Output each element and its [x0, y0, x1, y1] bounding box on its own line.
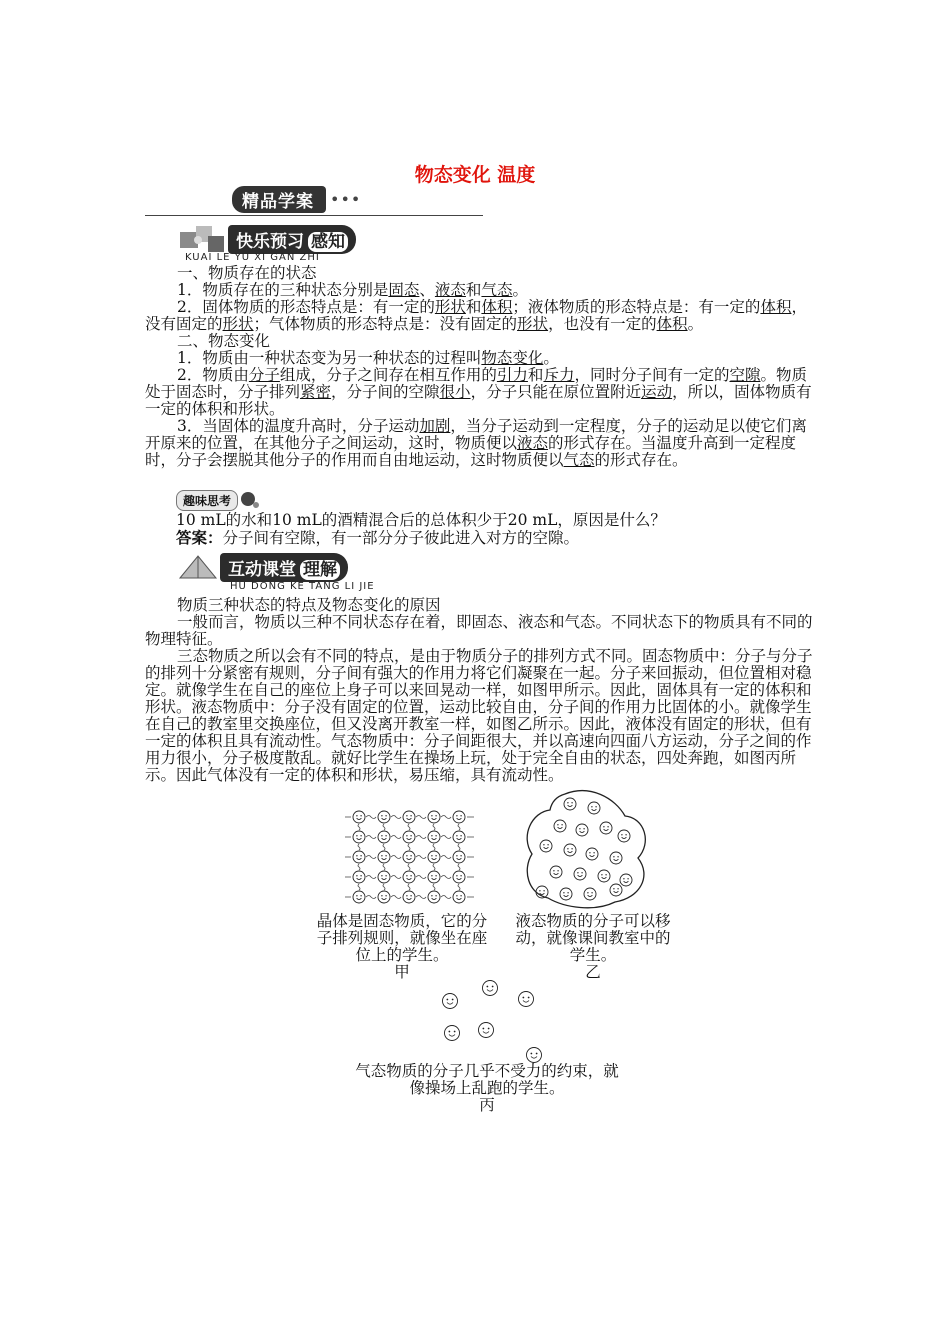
molecule-icon [453, 871, 465, 883]
topic-heading: 物质三种状态的特点及物态变化的原因 [177, 596, 441, 614]
molecule-icon [554, 820, 566, 832]
molecule-icon [378, 891, 390, 903]
book-icon [176, 552, 220, 582]
molecule-icon [428, 811, 440, 823]
molecule-icon [620, 874, 632, 886]
molecule-icon [403, 851, 415, 863]
banner-label: 精品学案 [232, 186, 326, 213]
molecule-icon [479, 1023, 494, 1038]
molecule-icon [453, 891, 465, 903]
molecule-icon [403, 831, 415, 843]
molecule-icon [353, 831, 365, 843]
paragraph: 一般而言，物质以三种不同状态存在着，即固态、液态和气态。不同状态下的物质具有不同的物理特征。 [145, 613, 813, 648]
molecule-icon [443, 994, 458, 1009]
caption-jia-label: 甲 [394, 963, 410, 981]
molecule-icon [353, 871, 365, 883]
paragraph: 1．物质存在的三种状态分别是固态、液态和气态。 [177, 281, 528, 299]
section-label: 互动课堂 理解 [220, 553, 348, 582]
molecule-icon [610, 852, 622, 864]
caption-yi: 液态物质的分子可以移动，就像课间教室中的学生。 [515, 912, 671, 964]
section-subtitle: HU DONG KE TANG LI JIE [230, 581, 375, 592]
liquid-molecules-figure [520, 788, 655, 913]
molecule-icon [428, 831, 440, 843]
puzzle-icon [178, 222, 228, 256]
paragraph: 1．物质由一种状态变为另一种状态的过程叫物态变化。 [177, 349, 559, 367]
molecule-icon [378, 811, 390, 823]
gas-molecules-figure [430, 975, 560, 1065]
paragraph: 三态物质之所以会有不同的特点，是由于物质分子的排列方式不同。固态物质中：分子与分子的排列十分紧密有规则，分子间有强大的作用力将它们凝聚在一起。分子来回振动，但位置相对稳定。就像学生在自己的座位上身子可以来回晃动一样，如图甲所示。因此，固体具有一定的体积和形状。液态物质中：分子没有固定的位置，运动比较自由，分子间的作用力比固体的小。就像学生在自己的教室里交换座位，但又没离开教室一样，如图乙所示。因此，液体没有固定的形状，但有一定的体积且具有流动性。气态物质中：分子间距很大，并以高速向四面八方运动，分子之间的作用力很小，分子极度散乱。就好比学生在操场上玩，处于完全自由的状态，四处奔跑，如图丙所示。因此气体没有一定的体积和形状，易压缩，具有流动性。 [145, 647, 813, 784]
heading-states: 一、物质存在的状态 [177, 264, 317, 282]
think-answer: 答案：分子间有空隙，有一部分分子彼此进入对方的空隙。 [176, 528, 580, 547]
molecule-icon [428, 891, 440, 903]
caption-yi-label: 乙 [585, 963, 601, 981]
molecule-icon [610, 884, 622, 896]
heading-change: 二、物态变化 [177, 332, 271, 350]
molecule-icon [453, 811, 465, 823]
molecule-icon [378, 871, 390, 883]
molecule-icon [445, 1026, 460, 1041]
molecule-icon [378, 851, 390, 863]
molecule-icon [618, 830, 630, 842]
molecule-icon [574, 868, 586, 880]
molecule-icon [586, 848, 598, 860]
section-label: 快乐预习 感知 [228, 225, 356, 254]
molecule-icon [483, 981, 498, 996]
think-label: 趣味思考 [176, 490, 238, 511]
molecule-icon [453, 851, 465, 863]
molecule-icon [428, 871, 440, 883]
molecule-icon [453, 831, 465, 843]
banner [232, 186, 361, 212]
paragraph: 3．当固体的温度升高时，分子运动加剧，当分子运动到一定程度，分子的运动足以使它们离开原来的位置，在其他分子之间运动，这时，物质便以液态的形式存在。当温度升高到一定程度时，分子会摆脱其他分子的作用而自由地运动，这时物质便以气态的形式存在。 [145, 417, 807, 469]
molecule-icon [540, 840, 552, 852]
solid-molecules-figure [345, 805, 475, 910]
molecule-icon [550, 866, 562, 878]
molecule-icon [564, 798, 576, 810]
section-header-classroom [176, 552, 348, 582]
section-subtitle: KUAI LE YU XI GAN ZHI [185, 252, 320, 263]
molecule-icon [403, 871, 415, 883]
molecule-icon [353, 891, 365, 903]
think-question: 10 mL的水和10 mL的酒精混合后的总体积少于20 mL，原因是什么？ [176, 511, 666, 529]
page-title: 物态变化 温度 [414, 164, 536, 186]
molecule-icon [378, 831, 390, 843]
molecule-icon [564, 844, 576, 856]
think-header [176, 489, 262, 511]
molecule-icon [527, 1048, 542, 1063]
banner-dots-icon: ••• [330, 189, 362, 209]
molecule-icon [576, 824, 588, 836]
caption-jia: 晶体是固态物质，它的分子排列规则，就像坐在座位上的学生。 [316, 912, 488, 964]
molecule-icon [598, 870, 610, 882]
molecule-icon [403, 811, 415, 823]
paragraph: 2．固体物质的形态特点是：有一定的形状和体积；液体物质的形态特点是：有一定的体积，没有固定的形状；气体物质的形态特点是：没有固定的形状，也没有一定的体积。 [145, 298, 807, 333]
molecule-icon [600, 822, 612, 834]
caption-bing-label: 丙 [479, 1096, 495, 1114]
molecule-icon [403, 891, 415, 903]
molecule-icon [428, 851, 440, 863]
molecule-icon [584, 888, 596, 900]
section-header-preview [178, 222, 356, 256]
molecule-icon [588, 802, 600, 814]
molecule-icon [353, 851, 365, 863]
molecule-icon [353, 811, 365, 823]
caption-bing: 气态物质的分子几乎不受力的约束，就像操场上乱跑的学生。 [355, 1062, 619, 1097]
molecule-icon [519, 992, 534, 1007]
paragraph: 2．物质由分子组成，分子之间存在相互作用的引力和斥力，同时分子间有一定的空隙。物质处于固态时，分子排列紧密，分子间的空隙很小，分子只能在原位置附近运动，所以，固体物质有一定的体积和形状。 [145, 366, 812, 418]
thinker-icon [238, 489, 262, 511]
divider [145, 215, 483, 216]
molecule-icon [560, 888, 572, 900]
